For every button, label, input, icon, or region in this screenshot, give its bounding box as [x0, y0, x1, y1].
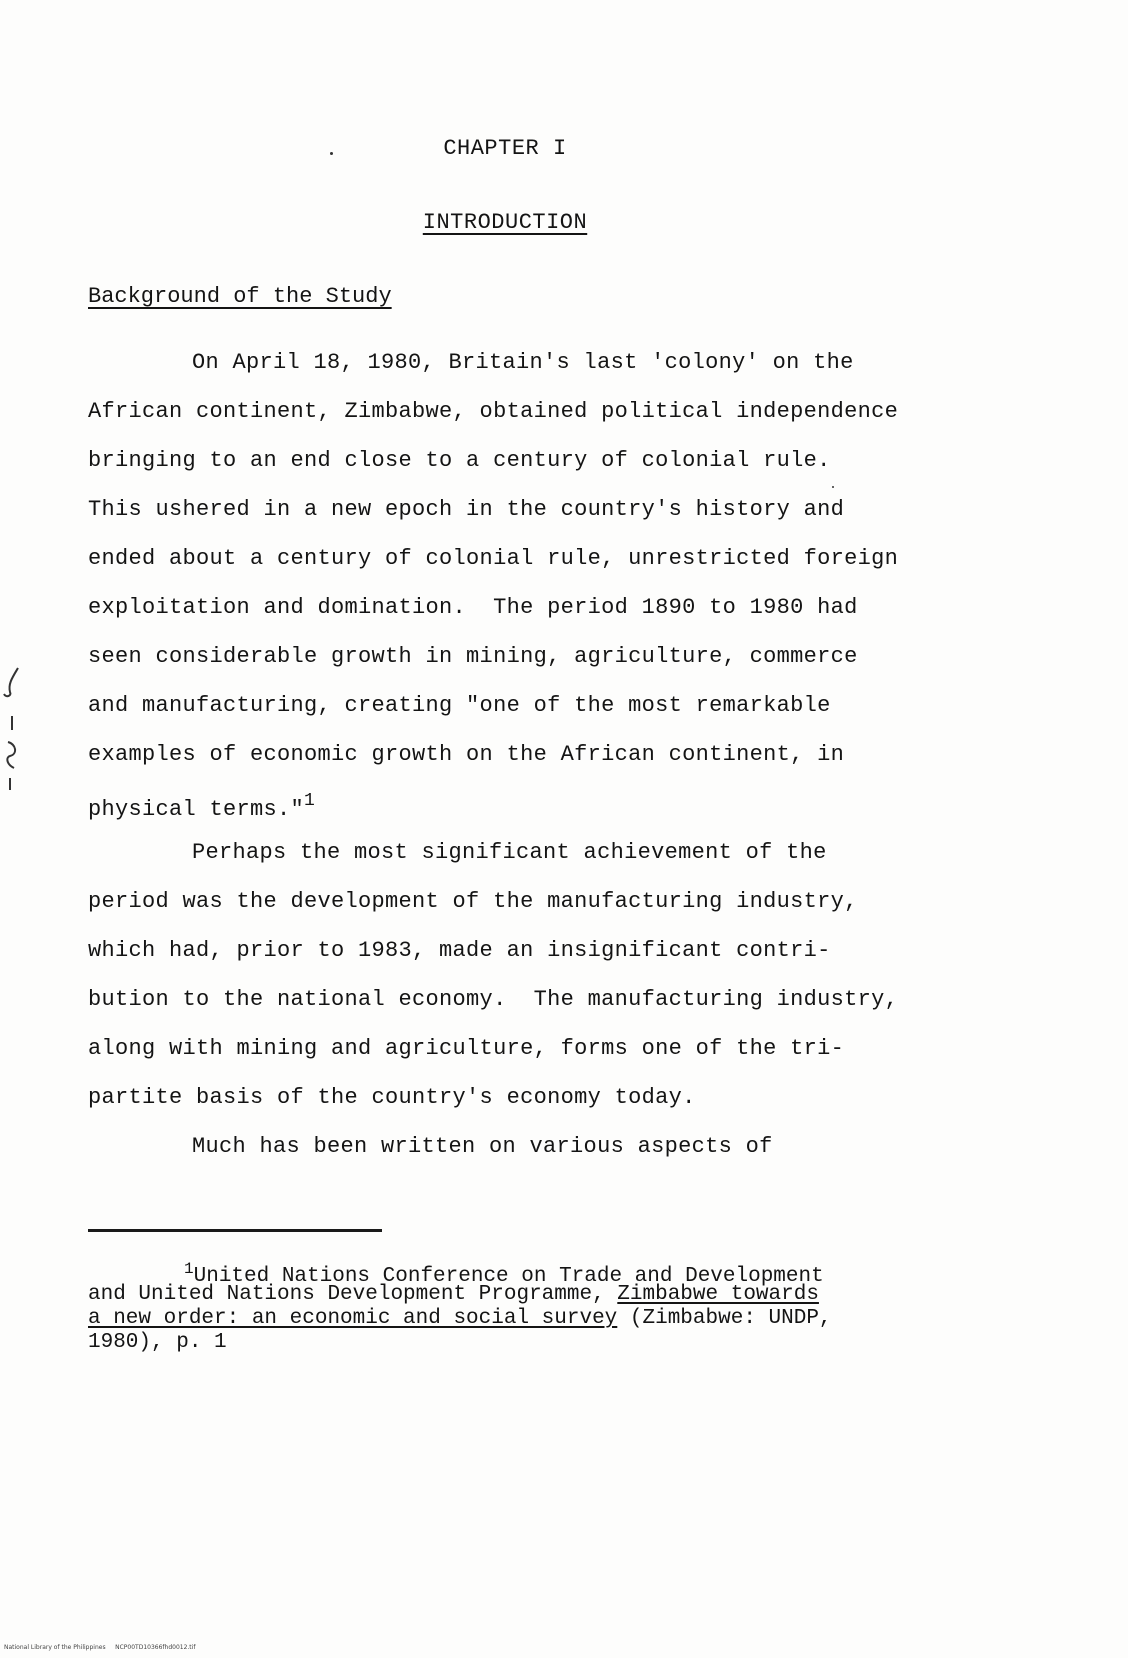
footnote-cited-title: Zimbabwe towards [617, 1283, 819, 1306]
scan-footer: National Library of the Philippines NCP00TD10366fhd0012.tif [4, 1644, 196, 1651]
footnote-line: 1980), p. 1 [88, 1331, 227, 1354]
chapter-heading: CHAPTER I [443, 136, 567, 161]
paragraph-line: partite basis of the country's economy today. [88, 1085, 696, 1110]
paragraph-line: bution to the national economy. The manufacturing industry, [88, 987, 899, 1012]
scan-speck [832, 486, 834, 488]
paragraph-line: bringing to an end close to a century of colonial rule. [88, 448, 831, 473]
paragraph-line: This ushered in a new epoch in the country's history and [88, 497, 845, 522]
footnote-marker: 1 [184, 1260, 194, 1278]
footnote-cited-title: a new order: an economic and social survey [88, 1307, 618, 1330]
chapter-title [0, 210, 1010, 235]
scan-speck [330, 152, 333, 155]
paragraph-line: period was the development of the manufacturing industry, [88, 889, 858, 914]
paragraph-line: Much has been written on various aspects of [192, 1134, 773, 1159]
paragraph-line: examples of economic growth on the African continent, in [88, 742, 845, 767]
footnote-text: (Zimbabwe: UNDP, [617, 1307, 832, 1330]
paragraph-line: ended about a century of colonial rule, unrestricted foreign [88, 546, 899, 571]
paragraph-line: and manufacturing, creating "one of the most remarkable [88, 693, 831, 718]
paragraph-line: along with mining and agriculture, forms one of the tri- [88, 1036, 845, 1061]
paragraph-line-last [88, 791, 315, 822]
footnote-divider [88, 1229, 382, 1232]
margin-handwriting-mark [2, 664, 24, 794]
chapter-title-text: INTRODUCTION [422, 210, 588, 235]
paragraph-text: physical terms." [88, 797, 305, 822]
footnote-reference: 1 [304, 791, 316, 811]
paragraph-line: African continent, Zimbabwe, obtained political independence [88, 399, 899, 424]
section-heading: Background of the Study [88, 284, 392, 309]
paragraph-line: which had, prior to 1983, made an insignificant contri- [88, 938, 831, 963]
footnote-line [88, 1307, 832, 1330]
paragraph-line: seen considerable growth in mining, agriculture, commerce [88, 644, 858, 669]
paragraph-line: On April 18, 1980, Britain's last 'colony' on the [192, 350, 854, 375]
footnote-text: United Nations Conference on Trade and Development [193, 1265, 824, 1288]
paragraph-line: Perhaps the most significant achievement of the [192, 840, 827, 865]
paragraph-line: exploitation and domination. The period 1890 to 1980 had [88, 595, 858, 620]
footnote-line [88, 1283, 819, 1306]
footnote-text: and United Nations Development Programme, [88, 1283, 618, 1306]
